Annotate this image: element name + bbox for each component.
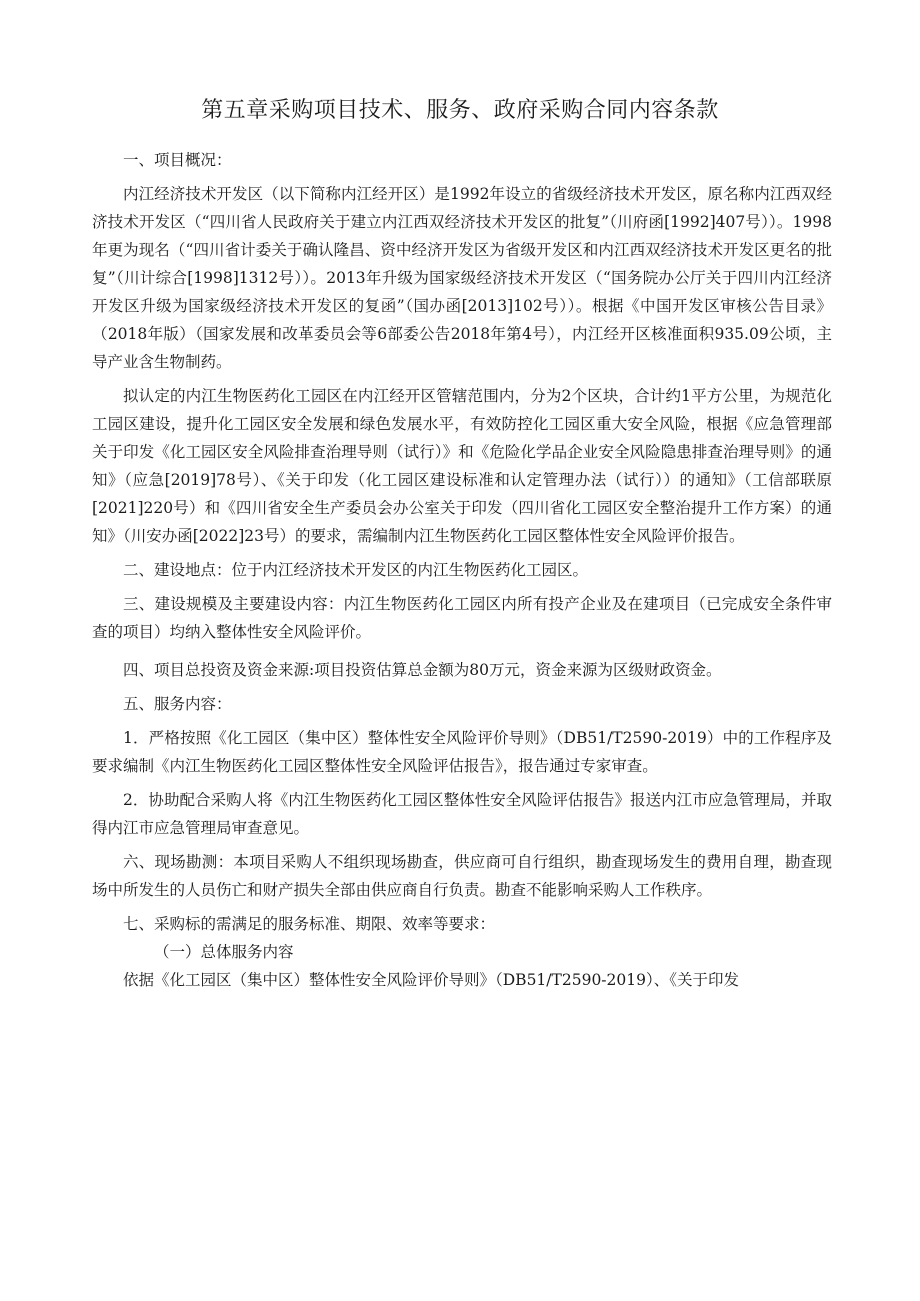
service-item-1: 1．严格按照《化工园区（集中区）整体性安全风险评价导则》（DB51/T2590-2019）中的工作程序及要求编制《内江生物医药化工园区整体性安全风险评估报告》，报告通过专家审查。 [92,729,832,775]
section-heading-site-survey: 六、现场勘测：本项目采购人不组织现场勘查，供应商可自行组织，勘查现场发生的费用自理，勘查现场中所发生的人员伤亡和财产损失全部由供应商自行负责。勘查不能影响采购人工作秩序。 [92,853,832,899]
paragraph-basis: 依据《化工园区（集中区）整体性安全风险评价导则》（DB51/T2590-2019）、《关于印发 [123,971,739,989]
section-heading-services: 五、服务内容： [123,695,232,713]
subsection-heading-overall-service: （一）总体服务内容 [154,943,294,961]
section-heading-project-overview: 一、项目概况： [123,151,232,169]
service-item-2: 2．协助配合采购人将《内江生物医药化工园区整体性安全风险评估报告》报送内江市应急管理局，并取得内江市应急管理局审查意见。 [92,791,832,837]
section-heading-location: 二、建设地点：位于内江经济技术开发区的内江生物医药化工园区。 [123,561,589,579]
paragraph-park-purpose: 拟认定的内江生物医药化工园区在内江经开区管辖范围内，分为2个区块，合计约1平方公里，为规范化工园区建设，提升化工园区安全发展和绿色发展水平，有效防控化工园区重大安全风险，根据《应急管理部关于印发《化工园区安全风险排查治理导则（试行）》和《危险化学品企业安全风险隐患排查治理导则》的通知》（应急[2019]78号）、《关于印发（化工园区建设标准和认定管理办法（试行））的通知》（工信部联原[2021]220号）和《四川省安全生产委员会办公室关于印发（四川省化工园区安全整治提升工作方案）的通知》（川安办函[2022]23号）的要求，需编制内江生物医药化工园区整体性安全风险评价报告。 [92,387,832,545]
chapter-title: 第五章采购项目技术、服务、政府采购合同内容条款 [201,98,719,123]
section-heading-scale: 三、建设规模及主要建设内容：内江生物医药化工园区内所有投产企业及在建项目（已完成安全条件审查的项目）均纳入整体性安全风险评价。 [92,595,832,641]
section-heading-investment: 四、项目总投资及资金来源:项目投资估算总金额为80万元，资金来源为区级财政资金。 [123,661,722,679]
document-body [92,146,832,994]
paragraph-zone-background: 内江经济技术开发区（以下简称内江经开区）是1992年设立的省级经济技术开发区，原名称内江西双经济技术开发区（“四川省人民政府关于建立内江西双经济技术开发区的批复”（川府函[1992]407号））。1998年更为现名（“四川省计委关于确认隆昌、资中经济开发区为省级开发区和内江西双经济技术开发区更名的批复”（川计综合[1998]1312号））。2013年升级为国家级经济技术开发区（“国务院办公厅关于四川内江经济开发区升级为国家级经济技术开发区的复函”（国办函[2013]102号））。根据《中国开发区审核公告目录》（2018年版）（国家发展和改革委员会等6部委公告2018年第4号），内江经开区核准面积935.09公顷，主导产业含生物制药。 [92,185,832,371]
section-heading-requirements: 七、采购标的需满足的服务标准、期限、效率等要求： [123,915,496,933]
